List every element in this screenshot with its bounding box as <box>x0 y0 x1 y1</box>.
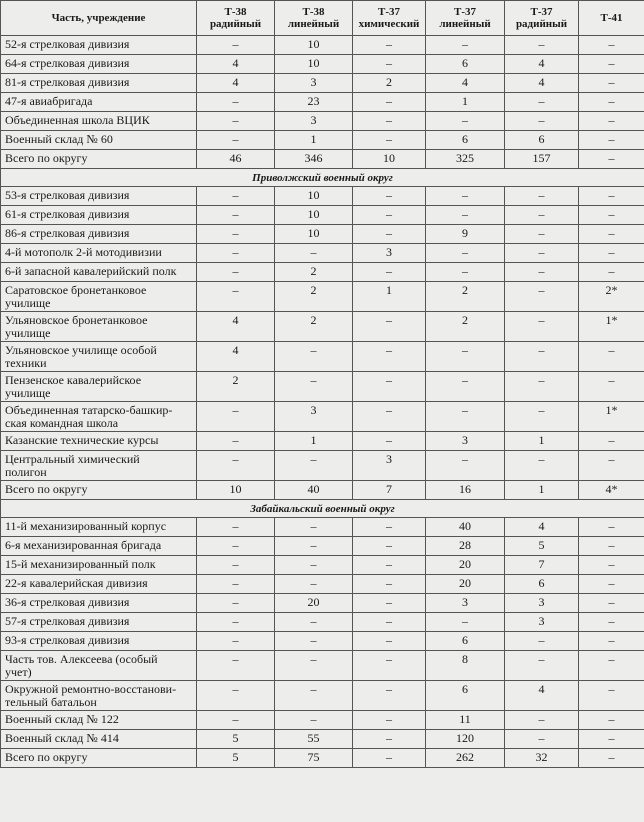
unit-name-cell: 6-й запасной кавалерийский полк <box>1 263 197 282</box>
count-cell: – <box>579 518 644 537</box>
count-cell: – <box>197 651 275 681</box>
section-title: Забайкальский военный округ <box>1 500 644 518</box>
count-cell: 3 <box>426 432 505 451</box>
count-cell: – <box>505 244 579 263</box>
count-cell: – <box>579 749 644 768</box>
count-cell: – <box>579 244 644 263</box>
count-cell: 4 <box>197 55 275 74</box>
table-body <box>1 36 644 768</box>
count-cell: 32 <box>505 749 579 768</box>
count-cell: – <box>579 225 644 244</box>
count-cell: 1 <box>505 432 579 451</box>
count-cell: 3 <box>275 74 353 93</box>
count-cell: 20 <box>426 556 505 575</box>
table-row <box>1 131 644 150</box>
count-cell: – <box>505 342 579 372</box>
count-cell: – <box>353 632 426 651</box>
count-cell: – <box>505 263 579 282</box>
header-t38-radio: Т-38 радийный <box>197 1 275 36</box>
count-cell: 2 <box>275 312 353 342</box>
count-cell: – <box>197 282 275 312</box>
count-cell: – <box>426 372 505 402</box>
count-cell: – <box>579 74 644 93</box>
count-cell: – <box>579 263 644 282</box>
count-cell: – <box>505 711 579 730</box>
count-cell: – <box>275 613 353 632</box>
unit-name-cell: Окружной ремонтно-восстанови- тельный батальон <box>1 681 197 711</box>
unit-name-cell: 22-я кавалерийская дивизия <box>1 575 197 594</box>
count-cell: – <box>579 93 644 112</box>
count-cell: – <box>426 244 505 263</box>
count-cell: 5 <box>197 730 275 749</box>
unit-name-cell: 61-я стрелковая дивизия <box>1 206 197 225</box>
count-cell: 5 <box>505 537 579 556</box>
count-cell: – <box>275 651 353 681</box>
count-cell: – <box>353 518 426 537</box>
count-cell: 7 <box>505 556 579 575</box>
count-cell: 1 <box>426 93 505 112</box>
count-cell: 6 <box>426 131 505 150</box>
count-cell: 40 <box>275 481 353 500</box>
table-row <box>1 36 644 55</box>
table-row <box>1 74 644 93</box>
table-row <box>1 55 644 74</box>
unit-name-cell: 6-я механизированная бригада <box>1 537 197 556</box>
count-cell: – <box>505 372 579 402</box>
count-cell: 10 <box>353 150 426 169</box>
count-cell: 2 <box>197 372 275 402</box>
count-cell: – <box>579 711 644 730</box>
table-row <box>1 556 644 575</box>
count-cell: – <box>275 537 353 556</box>
count-cell: – <box>505 402 579 432</box>
section-header-row <box>1 169 644 187</box>
count-cell: – <box>505 282 579 312</box>
count-cell: – <box>579 537 644 556</box>
table-row <box>1 518 644 537</box>
count-cell: – <box>579 342 644 372</box>
count-cell: 157 <box>505 150 579 169</box>
table-row <box>1 312 644 342</box>
unit-name-cell: 15-й механизированный полк <box>1 556 197 575</box>
count-cell: – <box>353 575 426 594</box>
count-cell: – <box>197 206 275 225</box>
count-cell: – <box>275 711 353 730</box>
count-cell: – <box>353 342 426 372</box>
count-cell: – <box>505 225 579 244</box>
table-row <box>1 575 644 594</box>
count-cell: – <box>353 93 426 112</box>
count-cell: 4 <box>505 518 579 537</box>
count-cell: 23 <box>275 93 353 112</box>
count-cell: 10 <box>275 206 353 225</box>
count-cell: – <box>197 451 275 481</box>
unit-name-cell: Военный склад № 414 <box>1 730 197 749</box>
count-cell: 3 <box>426 594 505 613</box>
count-cell: – <box>197 263 275 282</box>
table-row <box>1 93 644 112</box>
count-cell: – <box>197 537 275 556</box>
count-cell: 3 <box>505 613 579 632</box>
count-cell: – <box>426 36 505 55</box>
count-cell: 20 <box>275 594 353 613</box>
count-cell: – <box>426 187 505 206</box>
table-row <box>1 749 644 768</box>
count-cell: – <box>505 206 579 225</box>
unit-name-cell: Ульяновское бронетанковое училище <box>1 312 197 342</box>
count-cell: – <box>579 372 644 402</box>
count-cell: 1 <box>275 432 353 451</box>
unit-name-cell: 57-я стрелковая дивизия <box>1 613 197 632</box>
header-t37-line: Т-37 линейный <box>426 1 505 36</box>
table-row <box>1 613 644 632</box>
section-header-row <box>1 500 644 518</box>
count-cell: – <box>197 432 275 451</box>
count-cell: – <box>353 556 426 575</box>
count-cell: 2 <box>426 282 505 312</box>
count-cell: – <box>579 131 644 150</box>
count-cell: 120 <box>426 730 505 749</box>
table-row <box>1 150 644 169</box>
count-cell: – <box>579 206 644 225</box>
count-cell: – <box>353 711 426 730</box>
unit-name-cell: Всего по округу <box>1 481 197 500</box>
unit-name-cell: Саратовское бронетанковое училище <box>1 282 197 312</box>
count-cell: – <box>353 432 426 451</box>
count-cell: – <box>275 342 353 372</box>
count-cell: – <box>426 402 505 432</box>
count-cell: 3 <box>275 402 353 432</box>
unit-name-cell: 53-я стрелковая дивизия <box>1 187 197 206</box>
count-cell: 11 <box>426 711 505 730</box>
count-cell: – <box>426 263 505 282</box>
count-cell: 6 <box>426 681 505 711</box>
count-cell: – <box>353 613 426 632</box>
count-cell: 10 <box>275 55 353 74</box>
count-cell: – <box>579 632 644 651</box>
count-cell: 46 <box>197 150 275 169</box>
table-row <box>1 263 644 282</box>
count-cell: 10 <box>275 36 353 55</box>
table-row <box>1 187 644 206</box>
count-cell: – <box>353 263 426 282</box>
count-cell: – <box>579 112 644 131</box>
table-row <box>1 594 644 613</box>
count-cell: – <box>353 749 426 768</box>
count-cell: 9 <box>426 225 505 244</box>
count-cell: – <box>579 187 644 206</box>
count-cell: 3 <box>505 594 579 613</box>
unit-name-cell: Казанские технические курсы <box>1 432 197 451</box>
count-cell: 2 <box>353 74 426 93</box>
count-cell: 6 <box>505 131 579 150</box>
count-cell: 2 <box>426 312 505 342</box>
count-cell: 20 <box>426 575 505 594</box>
count-cell: – <box>275 556 353 575</box>
unit-name-cell: Объединенная татарско-башкир- ская командная школа <box>1 402 197 432</box>
count-cell: 4 <box>505 55 579 74</box>
count-cell: – <box>579 55 644 74</box>
count-cell: 4 <box>197 74 275 93</box>
count-cell: 8 <box>426 651 505 681</box>
unit-name-cell: 11-й механизированный корпус <box>1 518 197 537</box>
count-cell: – <box>505 187 579 206</box>
count-cell: – <box>426 206 505 225</box>
count-cell: – <box>275 518 353 537</box>
count-cell: – <box>197 518 275 537</box>
table-row <box>1 730 644 749</box>
count-cell: – <box>197 556 275 575</box>
table-row <box>1 244 644 263</box>
table-row <box>1 451 644 481</box>
count-cell: – <box>579 432 644 451</box>
count-cell: – <box>579 575 644 594</box>
count-cell: 4 <box>426 74 505 93</box>
count-cell: 5 <box>197 749 275 768</box>
table-row <box>1 402 644 432</box>
unit-name-cell: Объединенная школа ВЦИК <box>1 112 197 131</box>
count-cell: 4 <box>505 74 579 93</box>
count-cell: – <box>353 55 426 74</box>
unit-name-cell: 81-я стрелковая дивизия <box>1 74 197 93</box>
count-cell: 1* <box>579 312 644 342</box>
table-row <box>1 206 644 225</box>
count-cell: – <box>579 150 644 169</box>
count-cell: 40 <box>426 518 505 537</box>
unit-name-cell: 64-я стрелковая дивизия <box>1 55 197 74</box>
count-cell: – <box>197 93 275 112</box>
header-unit: Часть, учреждение <box>1 1 197 36</box>
count-cell: – <box>275 372 353 402</box>
unit-name-cell: Всего по округу <box>1 150 197 169</box>
count-cell: – <box>353 312 426 342</box>
count-cell: 1 <box>505 481 579 500</box>
count-cell: – <box>353 131 426 150</box>
count-cell: – <box>505 651 579 681</box>
count-cell: – <box>197 131 275 150</box>
count-cell: 3 <box>275 112 353 131</box>
table-row <box>1 537 644 556</box>
count-cell: – <box>275 681 353 711</box>
unit-name-cell: Ульяновское училище особой техники <box>1 342 197 372</box>
count-cell: – <box>579 681 644 711</box>
unit-name-cell: 86-я стрелковая дивизия <box>1 225 197 244</box>
table-row <box>1 282 644 312</box>
unit-name-cell: Центральный химический полигон <box>1 451 197 481</box>
count-cell: 4* <box>579 481 644 500</box>
count-cell: 10 <box>275 187 353 206</box>
header-t37-radio: Т-37 радийный <box>505 1 579 36</box>
count-cell: 1* <box>579 402 644 432</box>
count-cell: – <box>197 613 275 632</box>
count-cell: – <box>197 244 275 263</box>
table-row <box>1 225 644 244</box>
count-cell: 1 <box>275 131 353 150</box>
count-cell: 346 <box>275 150 353 169</box>
count-cell: 325 <box>426 150 505 169</box>
count-cell: 4 <box>197 342 275 372</box>
table-row <box>1 681 644 711</box>
count-cell: – <box>353 594 426 613</box>
unit-name-cell: Часть тов. Алексеева (особый учет) <box>1 651 197 681</box>
count-cell: 10 <box>275 225 353 244</box>
table-row <box>1 112 644 131</box>
count-cell: 4 <box>505 681 579 711</box>
count-cell: – <box>505 36 579 55</box>
header-row <box>1 1 644 36</box>
table-row <box>1 651 644 681</box>
count-cell: – <box>353 36 426 55</box>
count-cell: – <box>579 556 644 575</box>
header-t38-line: Т-38 линейный <box>275 1 353 36</box>
unit-name-cell: 52-я стрелковая дивизия <box>1 36 197 55</box>
count-cell: – <box>505 451 579 481</box>
table-row <box>1 711 644 730</box>
count-cell: – <box>197 594 275 613</box>
count-cell: 10 <box>197 481 275 500</box>
count-cell: – <box>197 632 275 651</box>
count-cell: 6 <box>426 55 505 74</box>
count-cell: – <box>353 730 426 749</box>
table-row <box>1 481 644 500</box>
count-cell: – <box>197 36 275 55</box>
count-cell: – <box>197 112 275 131</box>
unit-name-cell: 93-я стрелковая дивизия <box>1 632 197 651</box>
table-row <box>1 372 644 402</box>
count-cell: – <box>426 613 505 632</box>
count-cell: 6 <box>505 575 579 594</box>
count-cell: 2* <box>579 282 644 312</box>
count-cell: – <box>579 594 644 613</box>
count-cell: – <box>197 402 275 432</box>
header-t37-chem: Т-37 химический <box>353 1 426 36</box>
unit-name-cell: 4-й мотополк 2-й мотодивизии <box>1 244 197 263</box>
count-cell: – <box>353 206 426 225</box>
count-cell: – <box>197 187 275 206</box>
count-cell: 3 <box>353 451 426 481</box>
count-cell: – <box>426 112 505 131</box>
section-title: Приволжский военный округ <box>1 169 644 187</box>
count-cell: – <box>579 730 644 749</box>
count-cell: – <box>505 312 579 342</box>
header-t41: Т-41 <box>579 1 644 36</box>
count-cell: 262 <box>426 749 505 768</box>
count-cell: 2 <box>275 263 353 282</box>
unit-name-cell: Всего по округу <box>1 749 197 768</box>
count-cell: 16 <box>426 481 505 500</box>
count-cell: – <box>579 651 644 681</box>
count-cell: – <box>426 451 505 481</box>
count-cell: – <box>353 112 426 131</box>
count-cell: 28 <box>426 537 505 556</box>
count-cell: – <box>197 225 275 244</box>
count-cell: – <box>353 681 426 711</box>
count-cell: – <box>505 730 579 749</box>
count-cell: – <box>505 112 579 131</box>
table-row <box>1 432 644 451</box>
count-cell: – <box>353 225 426 244</box>
count-cell: – <box>197 575 275 594</box>
table-row <box>1 632 644 651</box>
count-cell: 3 <box>353 244 426 263</box>
count-cell: – <box>579 36 644 55</box>
unit-name-cell: Военный склад № 122 <box>1 711 197 730</box>
count-cell: – <box>275 451 353 481</box>
count-cell: – <box>353 537 426 556</box>
count-cell: – <box>275 632 353 651</box>
unit-name-cell: 36-я стрелковая дивизия <box>1 594 197 613</box>
count-cell: – <box>505 93 579 112</box>
count-cell: – <box>505 632 579 651</box>
unit-name-cell: Пензенское кавалерийское училище <box>1 372 197 402</box>
count-cell: – <box>353 187 426 206</box>
table-row <box>1 342 644 372</box>
count-cell: 6 <box>426 632 505 651</box>
count-cell: – <box>353 372 426 402</box>
count-cell: – <box>353 402 426 432</box>
count-cell: 1 <box>353 282 426 312</box>
count-cell: – <box>579 613 644 632</box>
count-cell: – <box>275 244 353 263</box>
count-cell: – <box>579 451 644 481</box>
count-cell: – <box>275 575 353 594</box>
count-cell: 4 <box>197 312 275 342</box>
count-cell: 55 <box>275 730 353 749</box>
count-cell: 2 <box>275 282 353 312</box>
count-cell: 7 <box>353 481 426 500</box>
unit-name-cell: 47-я авиабригада <box>1 93 197 112</box>
count-cell: 75 <box>275 749 353 768</box>
count-cell: – <box>197 711 275 730</box>
count-cell: – <box>353 651 426 681</box>
count-cell: – <box>197 681 275 711</box>
unit-name-cell: Военный склад № 60 <box>1 131 197 150</box>
count-cell: – <box>426 342 505 372</box>
